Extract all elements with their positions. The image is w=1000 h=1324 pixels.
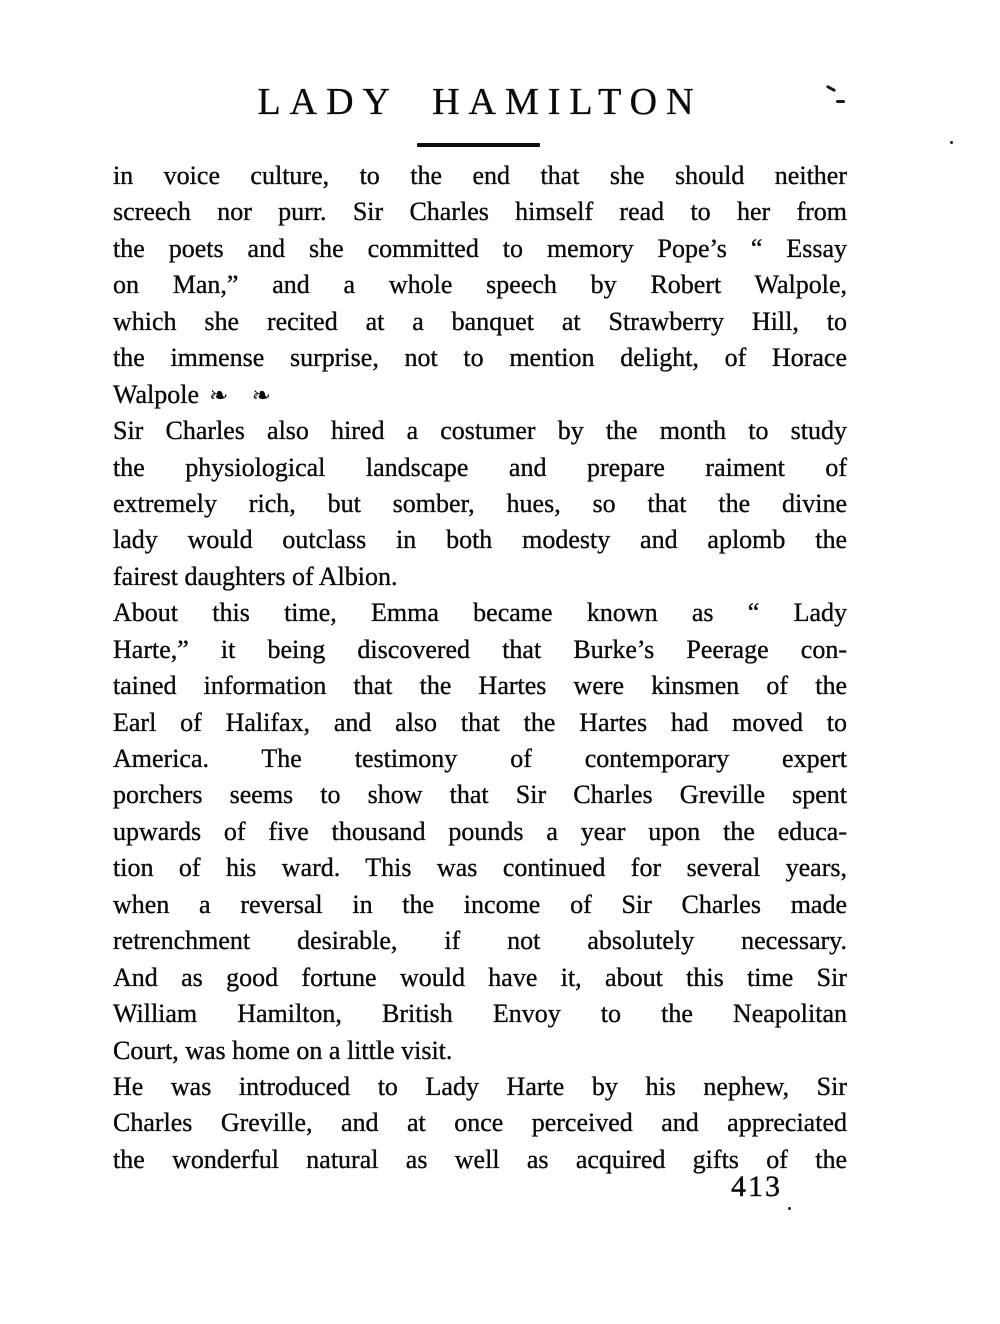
text-line: the immense surprise, not to mention delight, of Horace: [113, 343, 847, 373]
text-line: the wonderful natural as well as acquired gifts of the: [113, 1144, 847, 1174]
page-number: 413: [731, 1170, 782, 1203]
text-line: [113, 377, 847, 413]
text-line: retrenchment desirable, if not absolutely necessary.: [113, 926, 847, 956]
ink-speck: [788, 1207, 791, 1210]
text-line: William Hamilton, British Envoy to the Neapolitan: [113, 999, 847, 1029]
text-line: America. The testimony of contemporary expert: [113, 744, 847, 773]
text-line: tion of his ward. This was continued for several years,: [113, 853, 847, 883]
text-line: the poets and she committed to memory Pope’s “ Essay: [113, 233, 847, 263]
text-line: porchers seems to show that Sir Charles Greville spent: [113, 780, 847, 810]
ink-speck: [950, 141, 953, 144]
text-line: upwards of five thousand pounds a year upon the educa-: [113, 816, 847, 846]
text-line: Court, was home on a little visit.: [113, 1035, 453, 1065]
text-line: Harte,” it being discovered that Burke’s Peerage con-: [113, 634, 847, 664]
text-line: And as good fortune would have it, about this time Sir: [113, 962, 847, 992]
text-line: fairest daughters of Albion.: [113, 561, 398, 591]
title-rule: [417, 143, 540, 147]
text-line: tained information that the Hartes were kinsmen of the: [113, 671, 847, 701]
body-text: [113, 158, 847, 1178]
text-line: the physiological landscape and prepare raiment of: [113, 452, 847, 482]
text-line: on Man,” and a whole speech by Robert Walpole,: [113, 270, 847, 300]
text-line: when a reversal in the income of Sir Charles made: [113, 889, 847, 919]
text-line: Sir Charles also hired a costumer by the month to study: [113, 416, 847, 446]
ink-speck: [836, 100, 845, 103]
text-line: Charles Greville, and at once perceived and appreciated: [113, 1108, 847, 1138]
text-line: in voice culture, to the end that she should neither: [113, 161, 847, 190]
page-title: LADY HAMILTON: [257, 81, 703, 123]
text-line: screech nor purr. Sir Charles himself read to her from: [113, 197, 847, 227]
fleuron-ornament-icon: ❧ ❧: [209, 382, 279, 409]
text-line: which she recited at a banquet at Strawberry Hill, to: [113, 306, 847, 336]
text-line: extremely rich, but somber, hues, so that the divine: [113, 488, 847, 518]
text-line: About this time, Emma became known as “ Lady: [113, 598, 847, 628]
text-line-word: Walpole: [113, 379, 199, 409]
text-line: Earl of Halifax, and also that the Hartes had moved to: [113, 707, 847, 737]
text-line: lady would outclass in both modesty and aplomb the: [113, 525, 847, 555]
text-line: He was introduced to Lady Harte by his nephew, Sir: [113, 1071, 847, 1101]
